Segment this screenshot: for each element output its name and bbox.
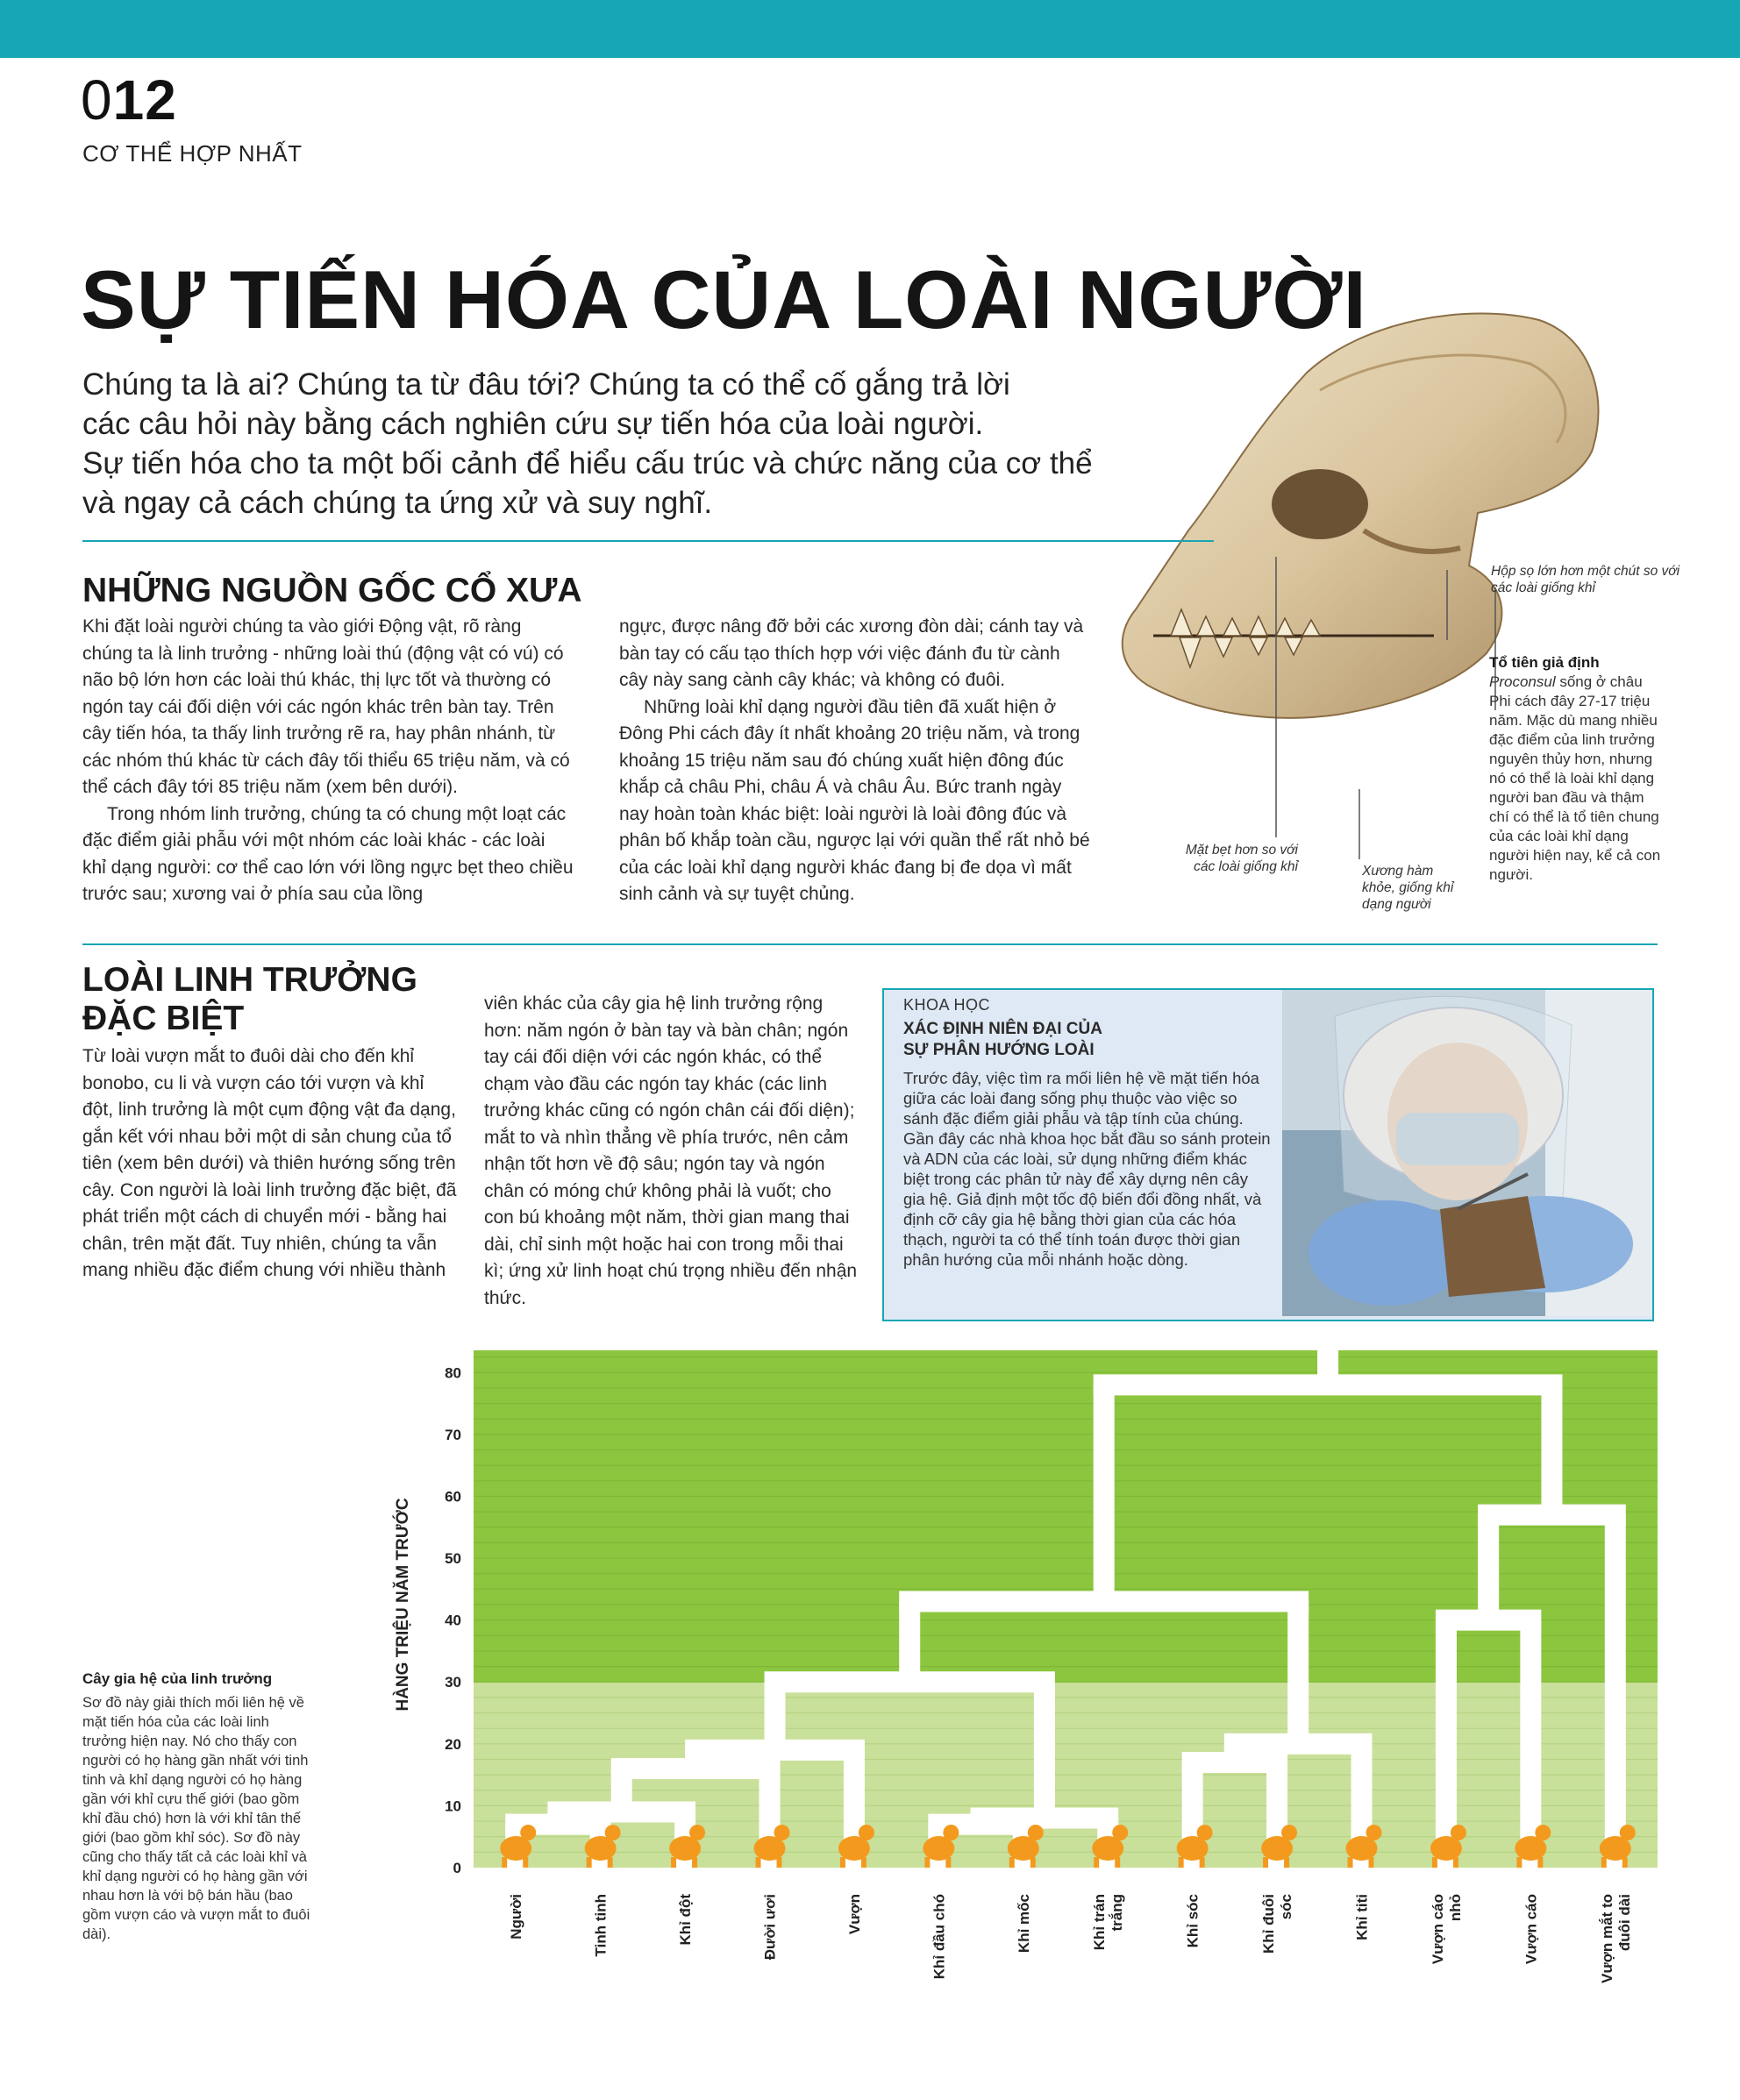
page-number-main: 12 (112, 68, 177, 132)
y-tick-label: 50 (445, 1550, 461, 1568)
species-label: Vượn (845, 1894, 863, 1935)
species-label: đuôi dài (1615, 1894, 1633, 1952)
top-color-bar (0, 0, 1740, 58)
y-axis-label: HÀNG TRIỆU NĂM TRƯỚC (394, 1498, 412, 1712)
y-tick-label: 70 (445, 1426, 461, 1443)
section-heading-special-primate (82, 961, 417, 1038)
species-label: Đười ươi (761, 1894, 779, 1961)
species-label: nhỏ (1446, 1894, 1464, 1922)
page-number-prefix: 0 (81, 68, 113, 132)
paragraph: Trong nhóm linh trưởng, chúng ta có chung một loạt các đặc điểm giải phẫu với một nhóm các loài khác - các loài khỉ dạng người: cơ thể cao lớn với lồng ngực bẹt theo chiều trước sau; xương vai ở phía sau của lồng (82, 803, 574, 904)
page-title: SỰ TIẾN HÓA CỦA LOÀI NGƯỜI (81, 253, 1367, 345)
heading-line: LOÀI LINH TRƯỞNG (82, 961, 417, 999)
paragraph: ngực, được nâng đỡ bởi các xương đòn dài; cánh tay và bàn tay có cấu tạo thích hợp với việc đánh đu từ cành cây này sang cành cây khác; và không có đuôi. (619, 616, 1084, 690)
section2-column-1 (82, 1043, 460, 1285)
scientist-photo (1282, 990, 1652, 1316)
skull-label-pointers (1140, 535, 1544, 868)
jaw-label: Xương hàm khỏe, giống khỉ dạng người (1362, 864, 1454, 912)
branch-root (1317, 1350, 1338, 1385)
section-heading-ancient-origins: NHỮNG NGUỒN GỐC CỔ XƯA (82, 572, 582, 609)
y-tick-label: 80 (445, 1364, 461, 1382)
intro-line: các câu hỏi này bằng cách nghiên cứu sự tiến hóa của loài người. (82, 407, 984, 441)
species-label: Khỉ sóc (1184, 1894, 1202, 1948)
ancestor-name: Proconsul (1489, 673, 1556, 690)
section2-column-2 (484, 991, 861, 1312)
braincase-label: Hộp sọ lớn hơn một chút so với các loài giống khỉ (1491, 564, 1680, 595)
ancestor-note (1489, 653, 1665, 885)
tree-caption-text: Sơ đồ này giải thích mối liên hệ về mặt tiến hóa của các loài linh trưởng hiện nay. Nó cho thấy con người có họ hàng gần nhất với tinh tinh và khỉ dạng người có họ hàng gần với khỉ cựu thế giới (bao gồm khỉ đầu chó) hơn là với khỉ tân thế giới (bao gồm khỉ sóc). Sơ đồ này cũng cho thấy tất cả các loài khỉ và khỉ dạng người có họ hàng gần với nhau hơn là với bộ bán hầu (bao gồm vượn cáo và vượn mắt to đuôi dài). (82, 1695, 310, 1942)
face-label: Mặt bẹt hơn so với các loài giống khỉ (1185, 843, 1298, 874)
ancestor-title: Tổ tiên giả định (1489, 654, 1600, 671)
branch-vertical (1478, 1515, 1499, 1620)
ancestor-text: sống ở châu Phi cách đây 27-17 triệu năm. Mặc dù mang nhiều đặc điểm của linh trưởng nguyên thủy hơn, nhưng nó có thể là loài khỉ dạng người ban đầu và thậm chí có thể là tổ tiên chung của các loài khỉ dạng người hiện nay, kể cả con người. (1489, 673, 1661, 883)
branch-vertical (1034, 1682, 1055, 1818)
intro-line: Sự tiến hóa cho ta một bối cảnh để hiểu cấu trúc và chức năng của cơ thể (82, 446, 1093, 481)
species-label: Vượn cáo (1522, 1894, 1540, 1965)
species-label: Người (508, 1894, 525, 1940)
page-number (81, 68, 177, 132)
y-tick-label: 20 (445, 1735, 461, 1753)
paragraph: viên khác của cây gia hệ linh trưởng rộng hơn: năm ngón ở bàn tay và bàn chân; ngón tay cái đối diện với các ngón khác, có thể chạm vào đầu các ngón tay khác (các linh trưởng khác cũng có ngón chân cái đối diện); mắt to và nhìn thẳng về phía trước, nên cảm nhận tốt hơn về độ sâu; ngón tay và ngón chân có móng chứ không phải là vuốt; cho con bú khoảng một năm, thời gian mang thai dài, chỉ sinh một hoặc hai con trong mỗi thai kì; ứng xử linh hoạt chú trọng nhiều đến nhận thức. (484, 993, 858, 1308)
tree-caption (82, 1670, 312, 1944)
science-box-category: KHOA HỌC (903, 996, 991, 1014)
y-axis-ticks (445, 1364, 461, 1876)
species-label: Khỉ titi (1353, 1894, 1371, 1940)
species-label: Khỉ đột (677, 1894, 695, 1946)
section-divider (82, 943, 1658, 945)
science-box-body: Trước đây, việc tìm ra mối liên hệ về mặt tiến hóa giữa các loài đang sống phụ thuộc vào việc so sánh đặc điểm giải phẫu và tập tính của chúng. Gần đây các nhà khoa học bắt đầu so sánh protein và ADN của các loài, sử dụng những điểm khác biệt trong các phân tử này để xây dựng nên cây gia hệ. Giả định một tốc độ biến đổi đồng nhất, và định cỡ cây gia hệ bằng thời gian của các hóa thạch, người ta có thể tính toán được thời gian phân hướng của mỗi nhánh hoặc dòng. (903, 1069, 1271, 1269)
species-label: Vượn mắt to (1598, 1894, 1615, 1983)
intro-line: và ngay cả cách chúng ta ứng xử và suy nghĩ. (82, 486, 713, 520)
branch-vertical (899, 1601, 920, 1682)
science-box-title (903, 1019, 1272, 1061)
species-label: Khỉ đuôi (1260, 1894, 1278, 1954)
title-line: SỰ PHÂN HƯỚNG LOÀI (903, 1041, 1095, 1059)
intro-line: Chúng ta là ai? Chúng ta từ đâu tới? Chúng ta có thể cố gắng trả lời (82, 367, 1010, 402)
heading-line: ĐẶC BIỆT (82, 1000, 245, 1037)
paragraph: Từ loài vượn mắt to đuôi dài cho đến khỉ bonobo, cu li và vượn cáo tới vượn và khỉ đột, linh trưởng là một cụm động vật đa dạng, gắn kết với nhau bởi một di sản chung của tổ tiên (xem bên dưới) và thiên hướng sống trên cây. Con người là loài linh trưởng đặc biệt, đã phát triển một cách di chuyển mới - bằng hai chân, trên mặt đất. Tuy nhiên, chúng ta vẫn mang nhiều đặc điểm chung với nhiều thành (82, 1046, 457, 1280)
species-label: Khỉ mốc (1015, 1894, 1032, 1954)
branch-vertical (1605, 1515, 1626, 1868)
branch-vertical (1094, 1385, 1115, 1601)
paragraph: Những loài khỉ dạng người đầu tiên đã xuất hiện ở Đông Phi cách đây ít nhất khoảng 20 triệu năm, và trong khoảng 15 triệu năm sau đó chúng xuất hiện đông đúc khắp cả châu Phi, châu Á và châu Âu. Bức tranh ngày nay hoàn toàn khác biệt: loài người là loài đông đúc và phân bố khắp toàn cầu, ngược lại với quần thể rất nhỏ bé của các loài khỉ dạng người khác đang bị đe dọa vì mất sinh cảnh và sự tuyệt chủng. (619, 696, 1090, 904)
section1-column-1 (82, 614, 574, 908)
species-label: Khỉ trán (1091, 1894, 1109, 1951)
species-label: Tinh tinh (592, 1894, 610, 1957)
section-name: CƠ THỂ HỢP NHẤT (82, 140, 303, 167)
species-label: Khỉ đầu chó (931, 1894, 948, 1980)
y-tick-label: 0 (453, 1860, 461, 1876)
y-tick-label: 60 (445, 1488, 461, 1506)
tree-caption-heading: Cây gia hệ của linh trưởng (82, 1670, 273, 1687)
science-box-text (903, 995, 1272, 1270)
species-label: trắng (1109, 1894, 1126, 1932)
branch-vertical (1541, 1385, 1562, 1514)
species-label: Vượn cáo (1429, 1894, 1446, 1965)
y-tick-label: 40 (445, 1612, 461, 1629)
intro-divider (82, 540, 1214, 542)
y-tick-label: 30 (445, 1674, 461, 1691)
primate-family-tree-chart (386, 1350, 1701, 2096)
branch-vertical (1287, 1601, 1309, 1743)
y-tick-label: 10 (445, 1797, 461, 1815)
paragraph: Khi đặt loài người chúng ta vào giới Động vật, rõ ràng chúng ta là linh trưởng - những loài thú (động vật có vú) có não bộ lớn hơn các loài thú khác, thị lực tốt và thường có ngón tay cái đối diện với các ngón khác trên bàn tay. Trên cây tiến hóa, ta thấy linh trưởng rẽ ra, hay phân nhánh, từ các nhóm thú khác từ cách đây tối thiểu 65 triệu năm, và có thể cách đây tới 85 triệu năm (xem bên dưới). (82, 616, 570, 797)
title-line: XÁC ĐỊNH NIÊN ĐẠI CỦA (903, 1020, 1102, 1038)
section1-column-2 (619, 614, 1093, 908)
species-labels (508, 1894, 1633, 1983)
species-label: sóc (1278, 1894, 1295, 1920)
intro-paragraph (82, 365, 1100, 523)
